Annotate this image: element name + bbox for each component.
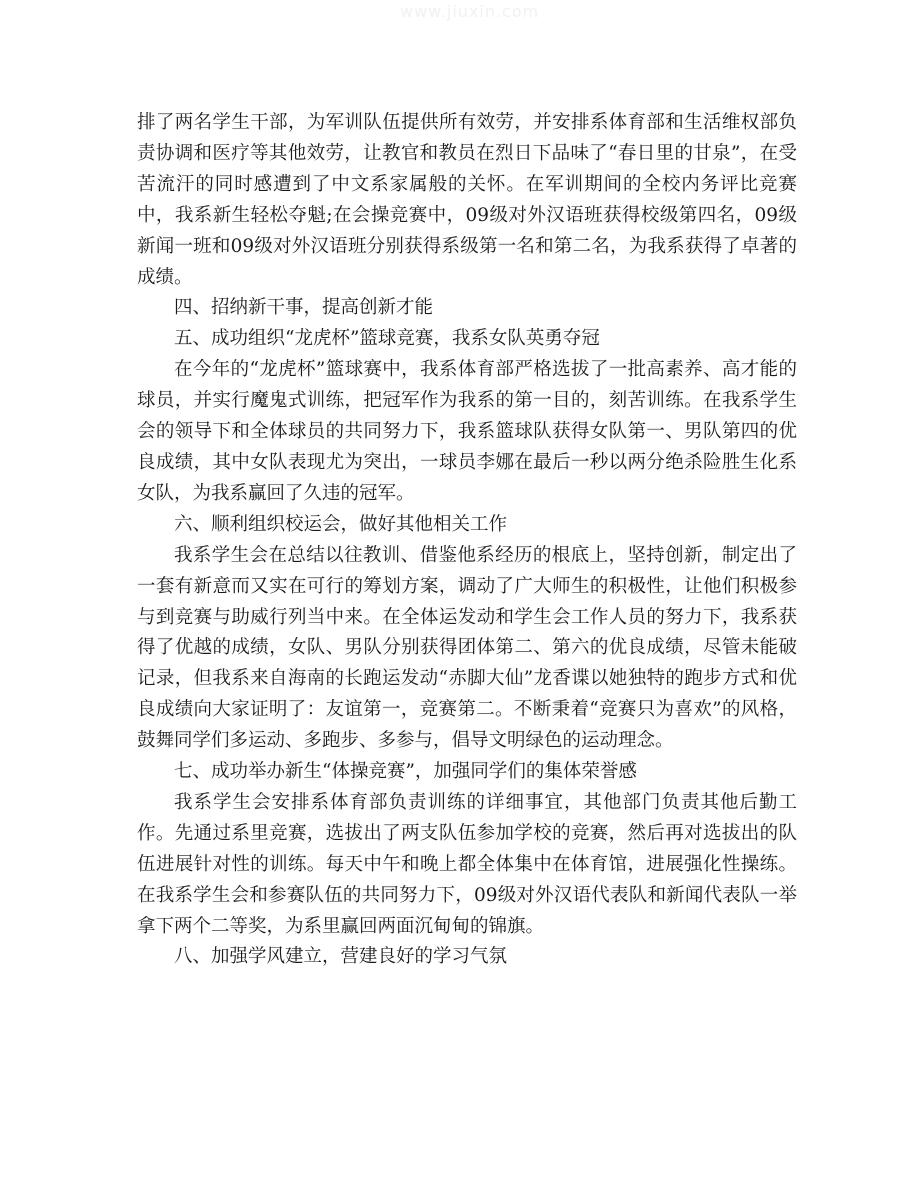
section-heading: 八、加强学风建立，营建良好的学习气氛	[174, 946, 508, 968]
body-paragraph: 我系学生会在总结以往教训、借鉴他系经历的根底上，坚持创新，制定出了一套有新意而又实在可行的筹划方案，调动了广大师生的积极性，让他们积极参与到竞赛与助威行列当中来。在全体运发动和学生会工作人员的努力下，我系获得了优越的成绩，女队、男队分别获得团体第二、第六的优良成绩，尽管未能破记录，但我系来自海南的长跑运发动“赤脚大仙”龙香谍以她独特的跑步方式和优良成绩向大家证明了：友谊第一，竞赛第二。不断秉着“竞赛只为喜欢”的风格，鼓舞同学们多运动、多跑步、多参与，倡导文明绿色的运动理念。	[137, 544, 797, 752]
section-heading: 七、成功举办新生“体操竞赛”，加强同学们的集体荣誉感	[174, 761, 637, 783]
body-paragraph: 我系学生会安排系体育部负责训练的详细事宜，其他部门负责其他后勤工作。先通过系里竞赛，选拔出了两支队伍参加学校的竞赛，然后再对选拔出的队伍进展针对性的训练。每天中午和晚上都全体集中在体育馆，进展强化性操练。在我系学生会和参赛队伍的共同努力下，09级对外汉语代表队和新闻代表队一举拿下两个二等奖，为系里赢回两面沉甸甸的锦旗。	[137, 791, 797, 937]
body-paragraph: 排了两名学生干部，为军训队伍提供所有效劳，并安排系体育部和生活维权部负责协调和医疗等其他效劳，让教官和教员在烈日下品味了“春日里的甘泉”，在受苦流汗的同时感遭到了中文系家属般的关怀。在军训期间的全校内务评比竞赛中，我系新生轻松夺魁;在会操竞赛中，09级对外汉语班获得校级第四名，09级新闻一班和09级对外汉语班分别获得系级第一名和第二名，为我系获得了卓著的成绩。	[137, 112, 797, 288]
section-heading: 四、招纳新干事，提高创新才能	[174, 297, 434, 319]
section-heading: 六、顺利组织校运会，做好其他相关工作	[174, 513, 508, 535]
watermark: www.jiuxin.com	[400, 2, 540, 21]
document-body	[137, 108, 797, 973]
body-paragraph: 在今年的“龙虎杯”篮球赛中，我系体育部严格选拔了一批高素养、高才能的球员，并实行魔鬼式训练，把冠军作为我系的第一目的，刻苦训练。在我系学生会的领导下和全体球员的共同努力下，我系篮球队获得女队第一、男队第四的优良成绩，其中女队表现尤为突出，一球员李娜在最后一秒以两分绝杀险胜生化系女队，为我系赢回了久违的冠军。	[137, 359, 797, 504]
section-heading: 五、成功组织“龙虎杯”篮球竞赛，我系女队英勇夺冠	[174, 328, 600, 350]
